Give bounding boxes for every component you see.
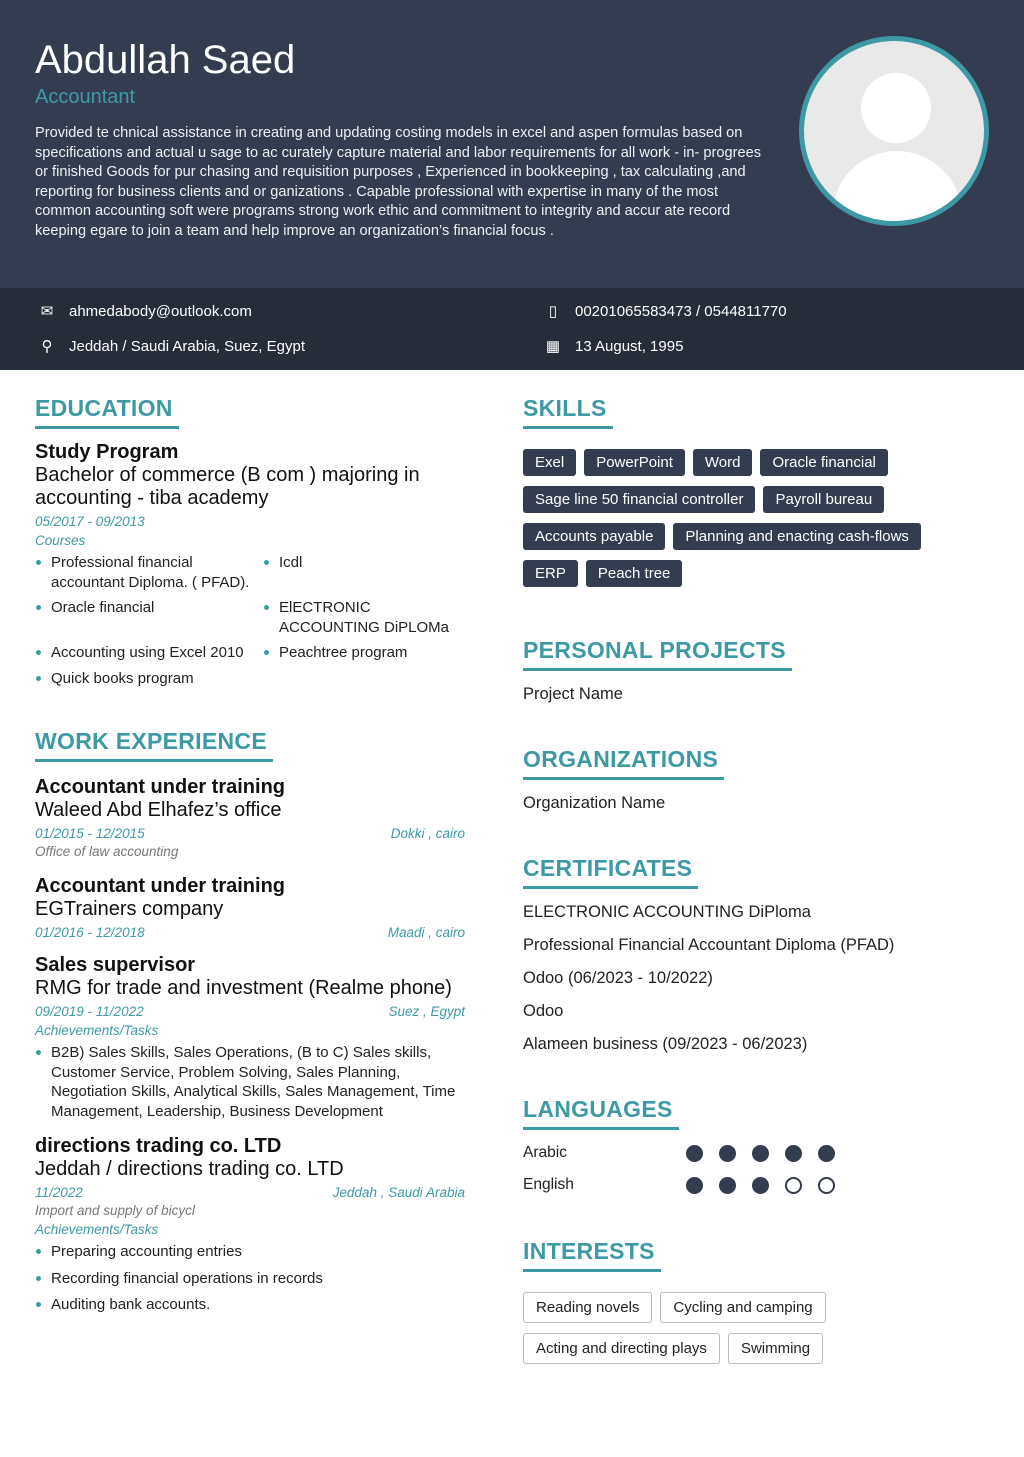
interest-tag: Cycling and camping	[660, 1292, 825, 1323]
job-entry	[35, 1135, 465, 1315]
skill-tag: Exel	[523, 449, 576, 476]
phone-icon: ▯	[548, 303, 558, 320]
job-company: Jeddah / directions trading co. LTD	[35, 1158, 344, 1180]
list-item: Peachtree program	[263, 643, 463, 663]
courses-label: Courses	[35, 533, 86, 548]
contact-bar	[0, 288, 1024, 370]
proficiency-dot	[719, 1177, 736, 1194]
summary: Provided te chnical assistance in creating and updating costing models in excel and aspen formulas based on specifications and actual u sage to ac curately capture material and labor requirements for all work - in- progrees or finished Goods for pur chasing and requisition purposes , Experienced in bookkeeping , tax calculating ,and reporting for business clients and or ganizations . Capable professional with expertise in many of the most common accounting soft were programs strong work ethic and commitment to integrity and accur ate record keeping egare to join a team and help improve an organization’s financial focus .	[35, 125, 761, 239]
job-entry	[35, 776, 465, 859]
list-item: Preparing accounting entries	[35, 1242, 465, 1262]
job-location: Jeddah , Saudi Arabia	[332, 1185, 465, 1200]
certificate-item: Odoo (06/2023 - 10/2022)	[523, 969, 713, 987]
list-item: Quick books program	[35, 669, 263, 689]
job-dates: 11/2022	[35, 1185, 83, 1200]
interest-tag: Acting and directing plays	[523, 1333, 720, 1364]
job-title: Accountant	[35, 86, 136, 108]
proficiency-dot	[752, 1145, 769, 1162]
certificate-item: ELECTRONIC ACCOUNTING DiPloma	[523, 903, 811, 921]
interests-list	[523, 1292, 863, 1364]
proficiency-dot	[785, 1177, 802, 1194]
language-row	[523, 1144, 993, 1162]
header	[0, 0, 1024, 288]
proficiency-dot	[719, 1145, 736, 1162]
birthdate: 13 August, 1995	[575, 337, 684, 355]
proficiency-dot	[686, 1177, 703, 1194]
job-title: Sales supervisor	[35, 954, 196, 976]
skill-tag: Planning and enacting cash-flows	[673, 523, 920, 550]
courses-list	[35, 548, 465, 688]
avatar	[799, 36, 989, 226]
job-entry	[35, 875, 465, 940]
skill-tag: Payroll bureau	[763, 486, 884, 513]
calendar-icon: ▦	[545, 338, 561, 355]
job-location: Suez , Egypt	[388, 1004, 465, 1019]
certificate-item: Odoo	[523, 1002, 564, 1020]
job-description: Import and supply of bicycl	[35, 1203, 195, 1218]
interest-tag: Swimming	[728, 1333, 823, 1364]
job-company: Waleed Abd Elhafez’s office	[35, 799, 282, 821]
certificate-item: Alameen business (09/2023 - 06/2023)	[523, 1035, 808, 1053]
left-column	[35, 395, 465, 1315]
skills-list	[523, 449, 963, 587]
skill-tag: ERP	[523, 560, 578, 587]
phone: 00201065583473 / 0544811770	[575, 302, 787, 320]
job-dates: 01/2015 - 12/2015	[35, 826, 145, 841]
skill-tag: Oracle financial	[760, 449, 887, 476]
tasks-label: Achievements/Tasks	[35, 1222, 159, 1237]
skill-tag: PowerPoint	[584, 449, 685, 476]
project-item: Project Name	[523, 685, 623, 703]
proficiency-dot	[818, 1177, 835, 1194]
skill-tag: Word	[693, 449, 753, 476]
section-heading-organizations: ORGANIZATIONS	[523, 746, 724, 780]
education-degree: Bachelor of commerce (B com ) majoring in accounting - tiba academy	[35, 464, 420, 509]
right-column	[523, 395, 993, 1364]
email: ahmedabody@outlook.com	[69, 302, 252, 320]
job-company: RMG for trade and investment (Realme phone)	[35, 977, 452, 999]
proficiency-dot	[818, 1145, 835, 1162]
job-location: Dokki , cairo	[390, 826, 465, 841]
language-row	[523, 1176, 993, 1194]
job-company: EGTrainers company	[35, 898, 224, 920]
job-title: Accountant under training	[35, 875, 285, 897]
skill-tag: Sage line 50 financial controller	[523, 486, 755, 513]
proficiency-dot	[752, 1177, 769, 1194]
list-item: Oracle financial	[35, 598, 263, 637]
interest-tag: Reading novels	[523, 1292, 652, 1323]
job-title: directions trading co. LTD	[35, 1135, 282, 1157]
proficiency-dot	[785, 1145, 802, 1162]
education-dates: 05/2017 - 09/2013	[35, 514, 145, 529]
job-description: Office of law accounting	[35, 844, 179, 859]
location-pin-icon: ⚲	[41, 338, 53, 355]
list-item: Icdl	[263, 553, 463, 592]
list-item: Accounting using Excel 2010	[35, 643, 263, 663]
list-item: Recording financial operations in records	[35, 1269, 465, 1289]
section-heading-skills: SKILLS	[523, 395, 613, 429]
job-title: Accountant under training	[35, 776, 285, 798]
skill-tag: Peach tree	[586, 560, 683, 587]
section-heading-work: WORK EXPERIENCE	[35, 728, 273, 762]
organization-item: Organization Name	[523, 794, 666, 812]
list-item: B2B) Sales Skills, Sales Operations, (B to C) Sales skills, Customer Service, Problem Solving, Sales Planning, Negotiation Skills, Analytical Skills, Sales Management, Time Management, Leadership, Business Development	[35, 1043, 465, 1121]
location: Jeddah / Saudi Arabia, Suez, Egypt	[69, 337, 305, 355]
job-location: Maadi , cairo	[387, 925, 465, 940]
proficiency-dot	[686, 1145, 703, 1162]
job-entry	[35, 954, 465, 1121]
section-heading-projects: PERSONAL PROJECTS	[523, 637, 792, 671]
list-item: Auditing bank accounts.	[35, 1295, 465, 1315]
envelope-icon: ✉	[40, 303, 54, 320]
languages-list	[523, 1144, 993, 1194]
job-dates: 01/2016 - 12/2018	[35, 925, 145, 940]
section-heading-languages: LANGUAGES	[523, 1096, 679, 1130]
candidate-name: Abdullah Saed	[35, 38, 296, 82]
job-dates: 09/2019 - 11/2022	[35, 1004, 144, 1019]
certificate-item: Professional Financial Accountant Diploma (PFAD)	[523, 936, 895, 954]
language-name: English	[523, 1176, 574, 1193]
section-heading-education: EDUCATION	[35, 395, 179, 429]
language-name: Arabic	[523, 1144, 567, 1161]
section-heading-certificates: CERTIFICATES	[523, 855, 698, 889]
list-item: ElECTRONIC ACCOUNTING DiPLOMa	[263, 598, 463, 637]
education-title: Study Program	[35, 441, 179, 463]
tasks-label: Achievements/Tasks	[35, 1023, 159, 1038]
list-item: Professional financial accountant Diploma. ( PFAD).	[35, 553, 263, 592]
section-heading-interests: INTERESTS	[523, 1238, 661, 1272]
skill-tag: Accounts payable	[523, 523, 665, 550]
